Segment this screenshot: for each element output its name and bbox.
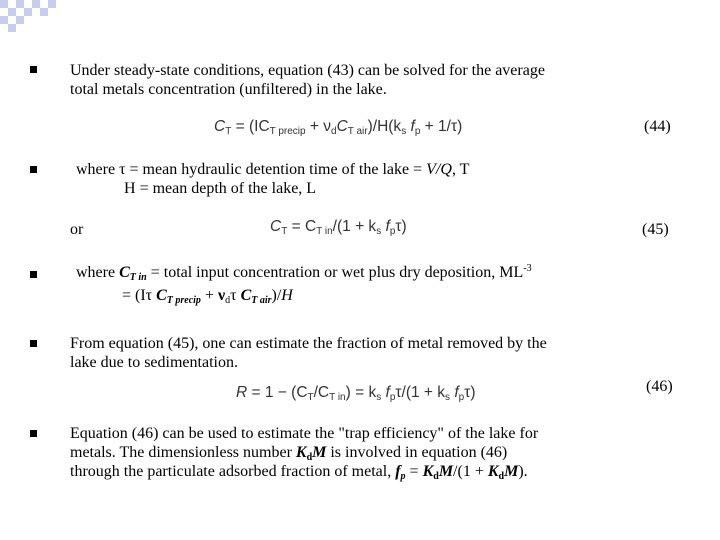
bullet-2 <box>30 166 37 173</box>
equation-45-number: (45) <box>642 221 669 238</box>
bullet-5-text: Equation (46) can be used to estimate the "trap efficiency" of the lake for metals. The dimensionless number $K_dM$ is involved in equation (46) through the particulate adsorbed fraction of metal, $f_p = K_dM/(1 + K_dM)$. <box>70 425 539 482</box>
bullet-3 <box>30 271 37 278</box>
equation-45: $C_T = C_{T in}/(1 + k_s$ $f_p\tau$) <box>270 218 407 237</box>
bullet-2-text: where τ = mean hydraulic detention time of the lake = V/Q, T H = mean depth of the lake, L <box>76 161 470 197</box>
equation-46: $R = 1 - (C_T/C_{T in}) = k_s$ $f_p\tau/(1 + k_s$ $f_p\tau$) <box>236 384 476 403</box>
bullet-1-text: Under steady-state conditions, equation (43) can be solved for the average total metals concentration (unfiltered) in the lake. <box>70 62 545 98</box>
corner-decoration <box>0 0 60 40</box>
bullet-4-text: From equation (45), one can estimate the fraction of metal removed by the lake due to sedimentation. <box>70 335 547 371</box>
bullet-3-text: where $C_{T in}$ = total input concentration or wet plus dry deposition, $ML^{-3}$ = (Iτ $C_{T precip} + \nu_d\tau$ $C_{T air})/H$ <box>76 263 532 306</box>
bullet-1 <box>30 66 37 73</box>
bullet-5 <box>30 430 37 437</box>
equation-44: $C_T = (IC_{T precip} + \nu_dC_{T air})/H(k_s$ $f_p + 1/\tau$) <box>214 118 463 137</box>
equation-46-number: (46) <box>646 378 673 395</box>
bullet-4 <box>30 340 37 347</box>
or-label: or <box>70 221 84 238</box>
equation-44-number: (44) <box>644 118 671 135</box>
